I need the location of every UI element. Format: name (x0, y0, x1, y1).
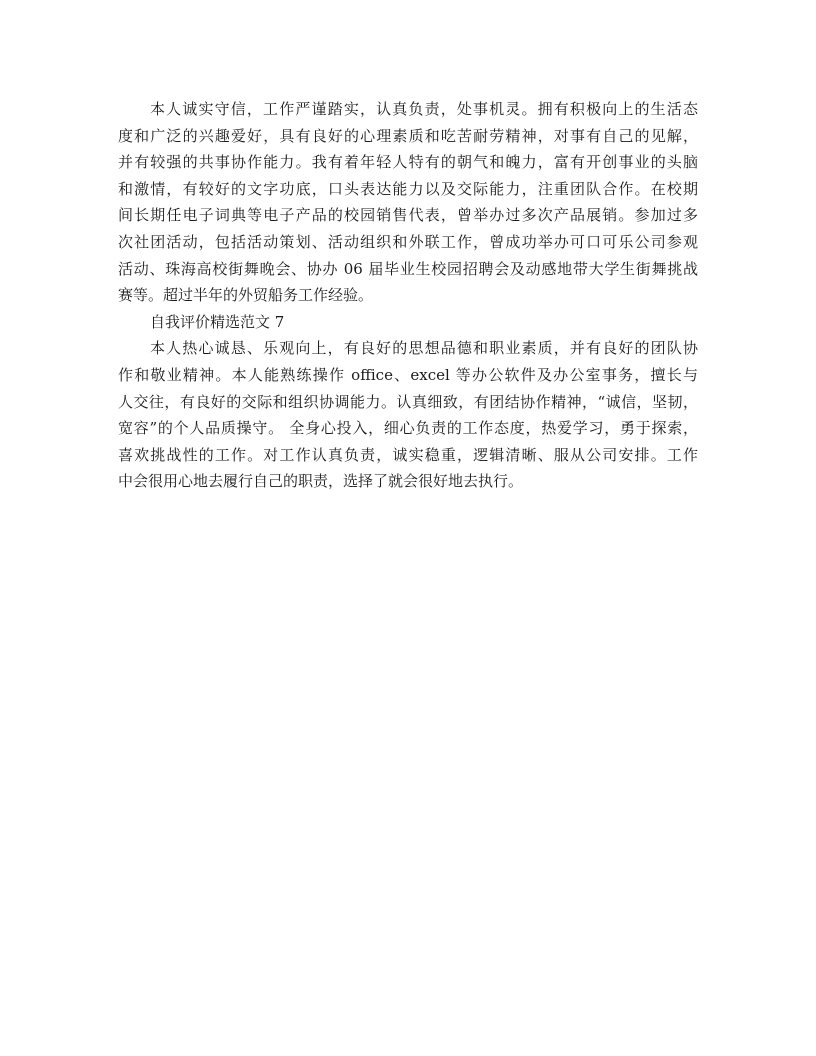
text-line: 次社团活动，包括活动策划、活动组织和外联工作，曾成功举办可口可乐公司参观 (118, 232, 698, 251)
text-line: 作和敬业精神。本人能熟练操作 office、excel 等办公软件及办公室事务，擅长与 (118, 365, 698, 384)
text-line: 本人热心诚恳、乐观向上，有良好的思想品德和职业素质，并有良好的团队协 (150, 339, 698, 358)
text-line: 和激情，有较好的文字功底，口头表达能力以及交际能力，注重团队合作。在校期 (118, 179, 698, 198)
text-line: 赛等。超过半年的外贸船务工作经验。 (118, 286, 374, 305)
section-heading: 自我评价精选范文 7 (150, 312, 285, 331)
paragraph-self-evaluation-7 (118, 335, 698, 495)
document-page (118, 96, 698, 495)
text-line: 喜欢挑战性的工作。对工作认真负责，诚实稳重，逻辑清晰、服从公司安排。工作 (118, 445, 698, 464)
text-line: 并有较强的共事协作能力。我有着年轻人特有的朝气和魄力，富有开创事业的头脑 (118, 153, 698, 172)
text-line: 活动、珠海高校街舞晚会、协办 06 届毕业生校园招聘会及动感地带大学生街舞挑战 (118, 259, 698, 278)
text-line: 间长期任电子词典等电子产品的校园销售代表，曾举办过多次产品展销。参加过多 (118, 206, 698, 225)
text-line: 宽容”的个人品质操守。 全身心投入，细心负责的工作态度，热爱学习，勇于探索， (118, 419, 698, 438)
text-line: 中会很用心地去履行自己的职责，选择了就会很好地去执行。 (118, 472, 524, 491)
text-line: 人交往，有良好的交际和组织协调能力。认真细致，有团结协作精神，“诚信，坚韧， (118, 392, 698, 411)
paragraph-self-evaluation-6 (118, 96, 698, 309)
text-line: 本人诚实守信，工作严谨踏实，认真负责，处事机灵。拥有积极向上的生活态 (150, 100, 698, 118)
text-line: 度和广泛的兴趣爱好，具有良好的心理素质和吃苦耐劳精神，对事有自己的见解， (118, 126, 698, 145)
